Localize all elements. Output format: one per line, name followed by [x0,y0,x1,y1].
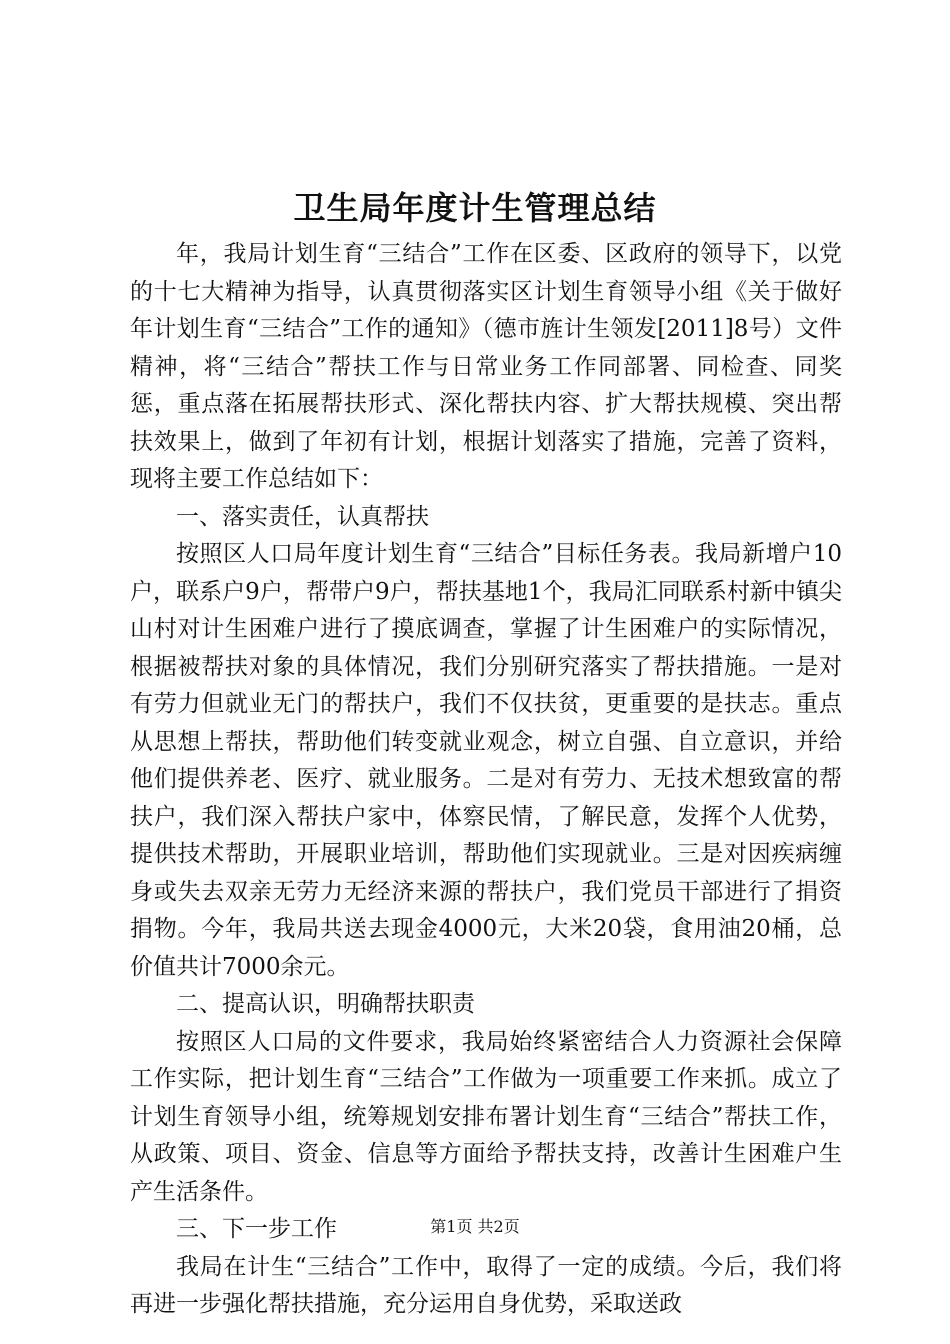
section-2-paragraph: 按照区人口局的文件要求，我局始终紧密结合人力资源社会保障工作实际，把计划生育“三结合”工作做为一项重要工作来抓。成立了计划生育领导小组，统筹规划安排布署计划生育“三结合”帮扶工作，从政策、项目、资金、信息等方面给予帮扶支持，改善计生困难户生产生活条件。 [130,1028,842,1205]
section-heading-1: 一、落实责任，认真帮扶 [176,503,429,530]
section-heading-2: 二、提高认识，明确帮扶职责 [176,991,475,1017]
document-body [130,236,842,1324]
section-3-paragraph: 我局在计生“三结合”工作中，取得了一定的成绩。今后，我们将再进一步强化帮扶措施，充分运用自身优势，采取送政 [130,1253,842,1317]
intro-paragraph: 年，我局计划生育“三结合”工作在区委、区政府的领导下，以党的十七大精神为指导，认真贯彻落实区计划生育领导小组《关于做好年计划生育“三结合”工作的通知》（德市旌计生领发[2011]8号）文件精神，将“三结合”帮扶工作与日常业务工作同部署、同检查、同奖惩，重点落在拓展帮扶形式、深化帮扶内容、扩大帮扶规模、突出帮扶效果上，做到了年初有计划，根据计划落实了措施，完善了资料，现将主要工作总结如下： [130,241,842,492]
section-1-paragraph: 按照区人口局年度计划生育“三结合”目标任务表。我局新增户10户，联系户9户，帮带户9户，帮扶基地1个，我局汇同联系村新中镇尖山村对计生困难户进行了摸底调查，掌握了计生困难户的实际情况，根据被帮扶对象的具体情况，我们分别研究落实了帮扶措施。一是对有劳力但就业无门的帮扶户，我们不仅扶贫，更重要的是扶志。重点从思想上帮扶，帮助他们转变就业观念，树立自强、自立意识，并给他们提供养老、医疗、就业服务。二是对有劳力、无技术想致富的帮扶户，我们深入帮扶户家中，体察民情，了解民意，发挥个人优势，提供技术帮助，开展职业培训，帮助他们实现就业。三是对因疾病缠身或失去双亲无劳力无经济来源的帮扶户，我们党员干部进行了捐资捐物。今年，我局共送去现金4000元，大米20袋，食用油20桶，总价值共计7000余元。 [130,541,842,980]
section-heading-3: 三、下一步工作 [176,1216,337,1242]
page-footer: 第1页 共2页 [430,1217,520,1236]
document-title: 卫生局年度计生管理总结 [293,189,657,227]
